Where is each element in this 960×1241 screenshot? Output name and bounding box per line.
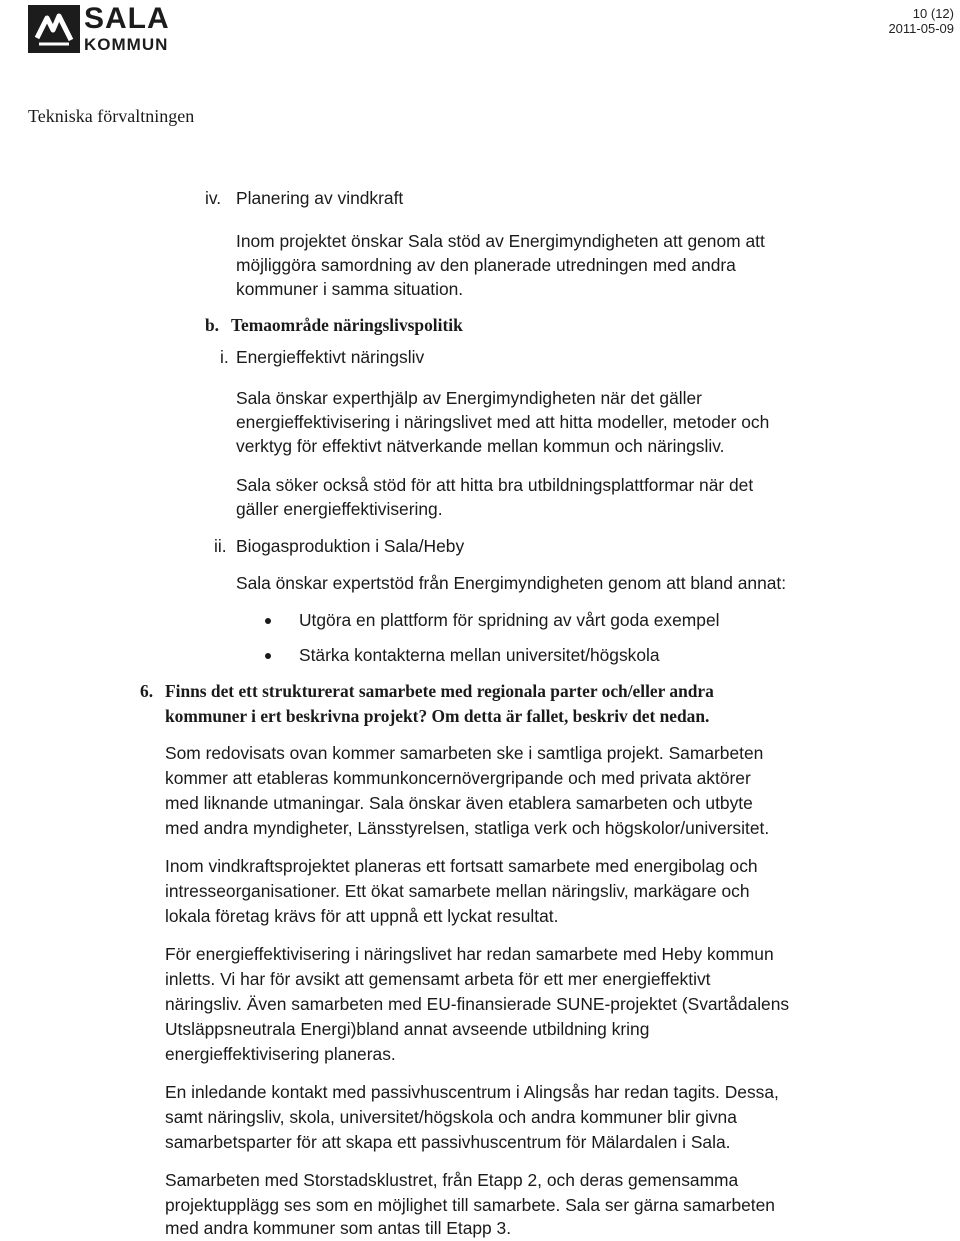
bullet-item: Stärka kontakterna mellan universitet/högskola [299,645,660,665]
question-line: kommuner i ert beskrivna projekt? Om detta är fallet, beskriv det nedan. [165,706,710,726]
sala-kommun-logo [28,4,170,53]
section-ii-title: Biogasproduktion i Sala/Heby [236,536,465,556]
section-iv-line: kommuner i samma situation. [236,279,464,299]
answer-line: Som redovisats ovan kommer samarbeten ske i samtliga projekt. Samarbeten [165,743,764,763]
department-name: Tekniska förvaltningen [28,106,195,126]
section-iv-line: Inom projektet önskar Sala stöd av Energimyndigheten att genom att [236,231,765,251]
answer-line: lokala företag krävs för att uppnå ett lyckat resultat. [165,906,559,926]
section-b-title: Temaområde näringslivspolitik [231,315,463,335]
list-marker-ii: ii. [214,536,227,556]
question-number: 6. [140,681,154,701]
answer-line: energieffektivisering planeras. [165,1044,396,1064]
answer-line: För energieffektivisering i näringslivet har redan samarbete med Heby kommun [165,944,774,964]
answer-line: projektupplägg ses som en möjlighet till samarbete. Sala ser gärna samarbeten [165,1195,775,1215]
answer-line: intresseorganisationer. Ett ökat samarbete mellan näringsliv, markägare och [165,881,750,901]
answer-line: samarbetsparter för att skapa ett passivhuscentrum för Mälardalen i Sala. [165,1132,731,1152]
answer-line: Samarbeten med Storstadsklustret, från Etapp 2, och deras gemensamma [165,1170,739,1190]
logo-name: SALA [84,2,170,35]
section-i-line: Sala söker också stöd för att hitta bra utbildningsplattformar när det [236,475,754,495]
section-i-title: Energieffektivt näringsliv [236,347,425,367]
answer-line: kommer att etableras kommunkoncernövergripande och med privata aktörer [165,768,751,788]
document-date: 2011-05-09 [888,21,954,36]
list-marker-b: b. [205,315,220,335]
answer-line: med andra kommuner som antas till Etapp 3. [165,1218,512,1238]
answer-line: En inledande kontakt med passivhuscentrum i Alingsås har redan tagits. Dessa, [165,1082,779,1102]
page-number: 10 (12) [912,6,954,21]
answer-line: Inom vindkraftsprojektet planeras ett fortsatt samarbete med energibolag och [165,856,758,876]
list-marker-i: i. [220,347,229,367]
answer-line: näringsliv. Även samarbeten med EU-finansierade SUNE-projektet (Svartådalens [165,994,790,1014]
answer-line: Utsläppsneutrala Energi)bland annat avseende utbildning kring [165,1019,650,1039]
section-i-line: verktyg för effektivt nätverkande mellan kommun och näringsliv. [236,436,725,456]
answer-line: med andra myndigheter, Länsstyrelsen, statliga verk och högskolor/universitet. [165,818,770,838]
section-i-line: energieffektivisering i näringslivet med att hitta modeller, metoder och [236,412,770,432]
answer-line: med liknande utmaningar. Sala önskar även etablera samarbeten och utbyte [165,793,753,813]
bullet-item: Utgöra en plattform för spridning av vårt goda exempel [299,610,720,630]
page-info [888,6,954,36]
bullet-icon [265,653,271,659]
bullet-icon [265,618,271,624]
list-marker-iv: iv. [205,188,222,208]
section-iv-line: möjliggöra samordning av den planerade utredningen med andra [236,255,736,275]
logo-subtitle: KOMMUN [84,35,169,54]
coat-of-arms-icon [28,5,80,53]
section-iv-title: Planering av vindkraft [236,188,404,208]
answer-line: inletts. Vi har för avsikt att gemensamt arbeta för ett mer energieffektivt [165,969,711,989]
question-line: Finns det ett strukturerat samarbete med regionala parter och/eller andra [165,681,714,701]
section-ii-intro: Sala önskar expertstöd från Energimyndigheten genom att bland annat: [236,573,787,593]
answer-line: samt näringsliv, skola, universitet/högskola och andra kommuner blir givna [165,1107,737,1127]
section-i-line: gäller energieffektivisering. [236,499,443,519]
section-i-line: Sala önskar experthjälp av Energimyndigheten när det gäller [236,388,702,408]
